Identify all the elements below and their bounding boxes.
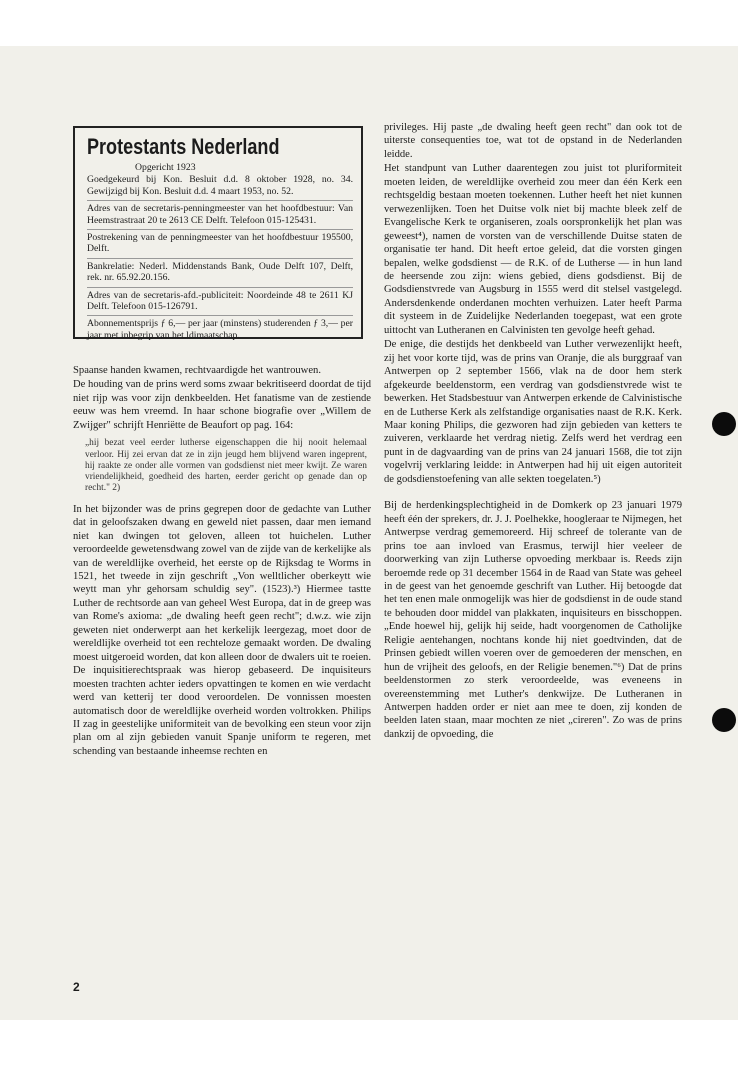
paragraph: Spaanse handen kwamen, rechtvaardigde het wantrouwen. — [73, 365, 321, 376]
info-entry-publicity-address: Adres van de secretaris-afd.-publiciteit: Noordeinde 48 te 2611 KJ Delft. Telefoon 015-126791. — [87, 287, 353, 313]
info-entry-bank: Bankrelatie: Nederl. Middenstands Bank, Oude Delft 107, Delft, rek. nr. 65.92.20.156. — [87, 258, 353, 284]
info-entry-subscription: Abonnementsprijs ƒ 6,— per jaar (minstens) studerenden ƒ 3,— per jaar met inbegrip van het ldimaatschap. — [87, 315, 353, 341]
info-entry-approval: Goedgekeurd bij Kon. Besluit d.d. 8 oktober 1928, no. 34. Gewijzigd bij Kon. Besluit d.d. 4 maart 1953, no. 52. — [87, 174, 353, 197]
paragraph: Bij de herdenkingsplechtigheid in de Domkerk op 23 januari 1979 heeft één der sprekers, dr. J. J. Poelhekke, hoogleraar te Nijmegen, het Antwerpse verdrag gememoreerd. Hij schreef de tolerante van de prins toe aan invloed van Erasmus, terwijl hier veeleer de doorwerking van zijn Lutherse opvoeding merkbaar is. Reeds zijn beroemde rede op 31 december 1564 in de Raad van State was geheel in de geest van het genoemde geschrift van Luther. Hij betoogde dat het ten enen male onmogelijk was hier de godsdienst in de oude stand te behouden door middel van plakkaten, inquisiteurs en bisschoppen. „Ende hoewel hij, gelijk hij seide, hadt voorgenomen de Catholijke Religie aentehangen, nochtans konde hij niet goedtvinden, dat de Prinsen gebiedt willen voeren over de gemoederen der menschen, en hun de vrijheit des geloofs, en der Religie benemen."⁶) Dat de prins beeldenstormen zo sterk veroordeelde, was eveneens in overeenstemming met Luther's denkwijze. De Lutheranen in Antwerpen hadden order er niet aan mee te doen, zij konden de beelden laten staan, maar mochten ze niet „cireren". Zo was de prins dankzij de opvoeding, die — [384, 500, 682, 740]
page-number: 2 — [73, 980, 80, 994]
paragraph: Het standpunt van Luther daarentegen zou juist tot pluriformiteit moeten leiden, de wereldlijke overheid zou meer dan één Kerk een rechtsgeldig bestaan moeten toekennen. Luther heeft het niet kunnen verwezenlijken. Toen het Duitse volk niet bij machte bleek zelf de Evangelische Kerk te organiseren, zoals oorspronkelijk het plan was geweest⁴), namen de vorsten van de verschillende Duitse staten de organisatie ter hand. Dit heeft ertoe geleid, dat die vorsten gingen bepalen, welke godsdienst — de R.K. of de Lutherse — in hun land de heersende zou zijn: wiens gebied, diens godsdienst. Bij de Godsdienstvrede van Augsburg in 1555 werd dit stelsel vastgelegd. Andersdenkende onderdanen mochten verhuizen. Later heeft Parma dit systeem in de Zuidelijke Nederlanden toegepast, wat een grote uittocht van Lutheranen en Calvinisten ten gevolge heeft gehad. — [384, 163, 682, 336]
right-column — [384, 121, 682, 741]
founded-line: Opgericht 1923 — [135, 162, 196, 173]
info-entry-postal-account: Postrekening van de penningmeester van het hoofdbestuur 195500, Delft. — [87, 229, 353, 255]
info-entry-address: Adres van de secretaris-penningmeester van het hoofdbestuur: Van Heemstrastraat 20 te 2613 CE Delft. Telefoon 015-125431. — [87, 200, 353, 226]
left-column — [73, 364, 371, 758]
magazine-page — [0, 46, 738, 1020]
block-quote: „hij bezat veel eerder lutherse eigenschappen die hij nooit helemaal verloor. Hij zei ervan dat ze in zijn jeugd hem blijvend waren ingeprent, hij raakte ze onder alle vormen van godsdienst niet meer kwijt. Ze waren vriendelijkheid, goedheid des harten, eerder gericht op genade dan op recht." 2) — [85, 438, 367, 494]
paragraph: privileges. Hij paste „de dwaling heeft geen recht" dan ook tot de uiterste consequenties toe, wat tot de opstand in de Nederlanden leidde. — [384, 122, 682, 160]
binder-hole — [712, 412, 736, 436]
binder-hole — [712, 708, 736, 732]
publisher-info-box — [73, 126, 363, 339]
publication-title: Protestants Nederland — [87, 134, 280, 159]
paragraph: In het bijzonder was de prins gegrepen door de gedachte van Luther dat in geloofszaken dwang en geweld niet passen, daar men iemand niet kan dwingen tot geloven, alleen tot huichelen. Luther veroordeelde gewetensdwang zowel van de zijde van de kerkelijke als van de wereldlijke overheid, het eerste op de Rijksdag te Worms in 1521, het tweede in zijn geschrift „Von welltlicher oberkeytt wie weytt man yhr gehorsam schuldig sey". (1523).³) Hiermee tastte Luther de rechtsorde aan van geheel West Europa, dat in de greep was van Rome's axioma: „de dwaling heeft geen recht"; d.w.z. wie zijn geweten niet onderwerpt aan het kerkelijk leergezag, moet door de wereldlijke overheid tot een rechteloze gemaakt worden. De dwaling moest uitgeroeid worden, dat kon alleen door de dwalers uit te roeien. De inquisitierechtspraak was hierop gebaseerd. De inquisiteurs moesten trachten achter ieders opvattingen te komen en wie verdacht werd van ketterij ter dood veroordelen. De vonnissen moesten automatisch door de wereldlijke overheid worden voltrokken. Philips II zag in geestelijke uniformiteit van de bevolking een steun voor zijn plan om al zijn gebieden vanuit Spanje uniform te regeren, met schending van bestaande inheemse rechten en — [73, 503, 371, 757]
paragraph: De houding van de prins werd soms zwaar bekritiseerd doordat de tijd niet rijp was voor zijn denkbeelden. Het fanatisme van de zestiende eeuw was hem vreemd. In haar schone biografie over „Willem de Zwijger" schrijft Henriëtte de Beaufort op pag. 164: — [73, 379, 371, 431]
paragraph: De enige, die destijds het denkbeeld van Luther verwezenlijkt heeft, zij het voor korte tijd, was de prins van Oranje, die als burggraaf van Antwerpen op 2 september 1566, vlak na de door hem sterk afgekeurde beeldenstorm, een verdrag van godsdienstvrede wist te bewerken. Het Stadsbestuur van Antwerpen erkende de Calvinistische en de Lutherse Kerk als zelfstandige organisaties naast de R.K. Kerk. Maar koning Philips, die gezworen had zijn gebieden van ketters te zuiveren, verklaarde het verdrag nietig. Zelfs werd het verdrag een punt in de dagvaarding van de prins van 24 januari 1568, die tot zijn vogelvrij verklaring leidde: in Antwerpen had hij uit eigen autoriteit de godsdienstoefening van alle sekten toegelaten.⁵) — [384, 339, 682, 485]
